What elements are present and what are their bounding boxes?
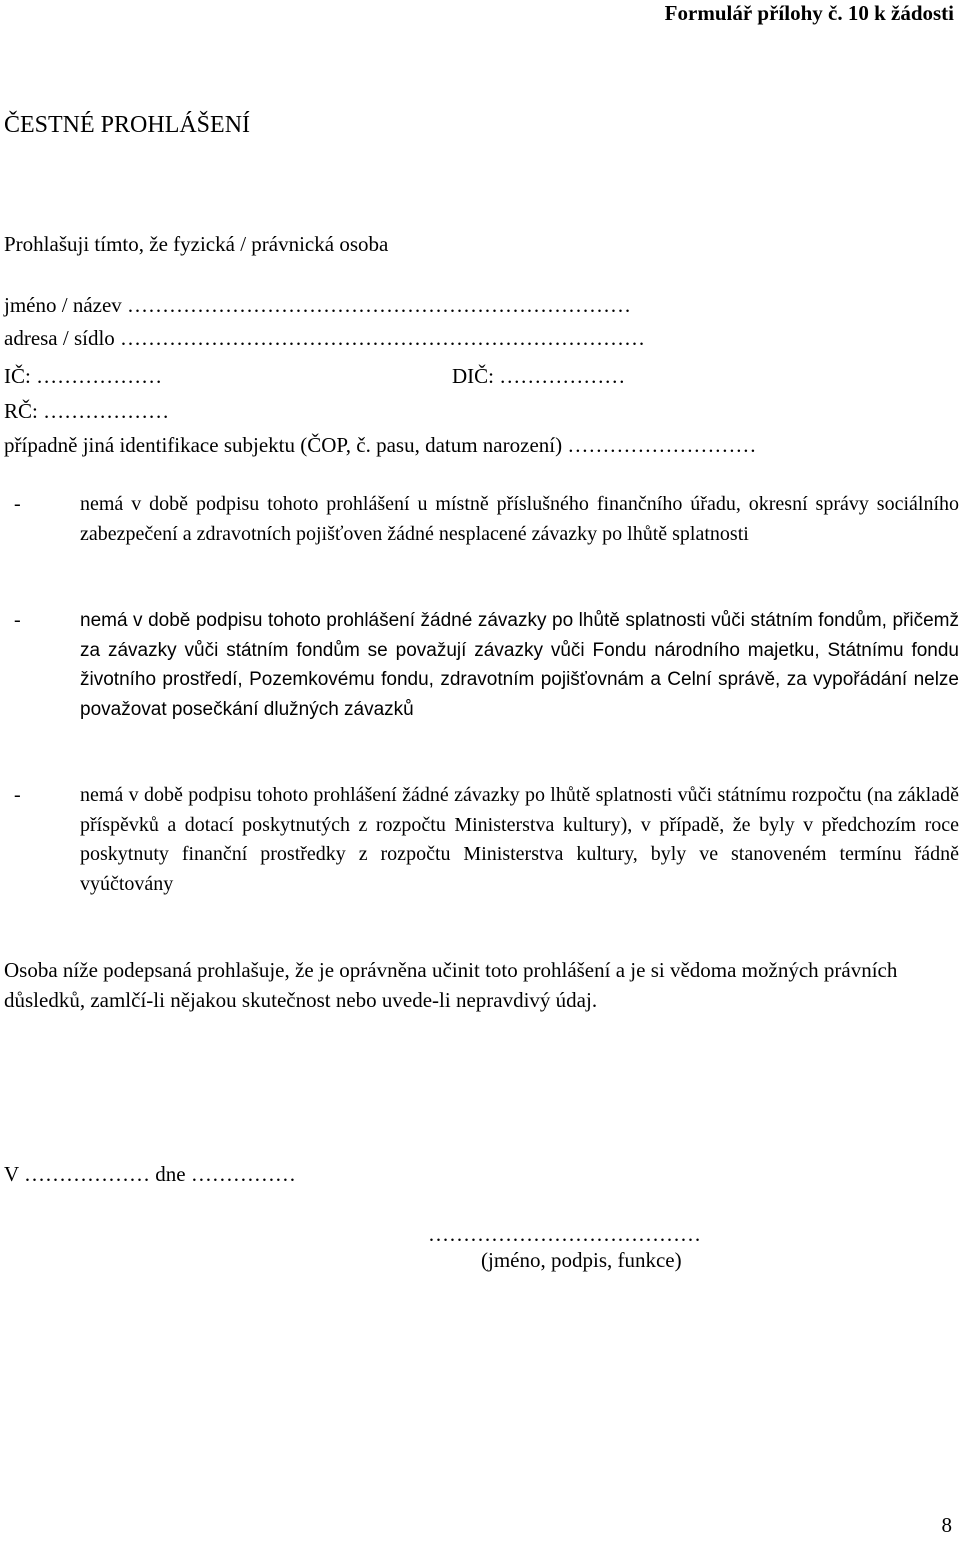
signature-label: (jméno, podpis, funkce) [481, 1248, 682, 1272]
intro-text: Prohlašuji tímto, že fyzická / právnická osoba [4, 232, 389, 256]
declaration-dash-1: - [14, 493, 21, 515]
declaration-dash-3: - [14, 784, 21, 806]
place-date-line: V ……………… dne …………… [4, 1162, 296, 1186]
form-header: Formulář přílohy č. 10 k žádosti [664, 1, 954, 25]
signature-line: ………………………………… [428, 1222, 701, 1246]
declaration-3: nemá v době podpisu tohoto prohlášení žádné závazky po lhůtě splatnosti vůči státnímu rozpočtu (na základě příspěvků a dotací poskytnutých z rozpočtu Ministerstva kultury), v případě, že byly v předchozím roce poskytnuty finanční prostředky z rozpočtu Ministerstva kultury, byly ve stanoveném termínu řádně vyúčtovány [80, 784, 959, 895]
address-field: adresa / sídlo ………………………………………………………………… [4, 326, 646, 350]
declaration-2: nemá v době podpisu tohoto prohlášení žádné závazky po lhůtě splatnosti vůči státním fondům, přičemž za závazky vůči státním fondům se považují závazky vůči Fondu národního majetku, Státnímu fondu životního prostředí, Pozemkovému fondu, zdravotním pojišťovnám a Celní správě, za vypořádání nelze považovat posečkání dlužných závazků [80, 610, 959, 720]
dic-field: DIČ: ……………… [452, 364, 626, 388]
declaration-1: nemá v době podpisu tohoto prohlášení u místně příslušného finančního úřadu, okresní správy sociálního zabezpečení a zdravotních pojišťoven žádné nesplacené závazky po lhůtě splatnosti [80, 493, 959, 545]
other-id-field: případně jiná identifikace subjektu (ČOP, č. pasu, datum narození) ……………………… [4, 433, 757, 457]
name-field: jméno / název ……………………………………………………………… [4, 293, 632, 317]
page-number: 8 [941, 1513, 952, 1537]
closing-statement: Osoba níže podepsaná prohlašuje, že je oprávněna učinit toto prohlášení a je si vědoma možných právních důsledků, zamlčí-li nějakou skutečnost nebo uvede-li nepravdivý údaj. [4, 958, 898, 1012]
page-title: ČESTNÉ PROHLÁŠENÍ [4, 112, 251, 138]
ic-field: IČ: ……………… [4, 364, 163, 388]
rc-field: RČ: ……………… [4, 399, 170, 423]
declaration-dash-2: - [14, 609, 21, 631]
